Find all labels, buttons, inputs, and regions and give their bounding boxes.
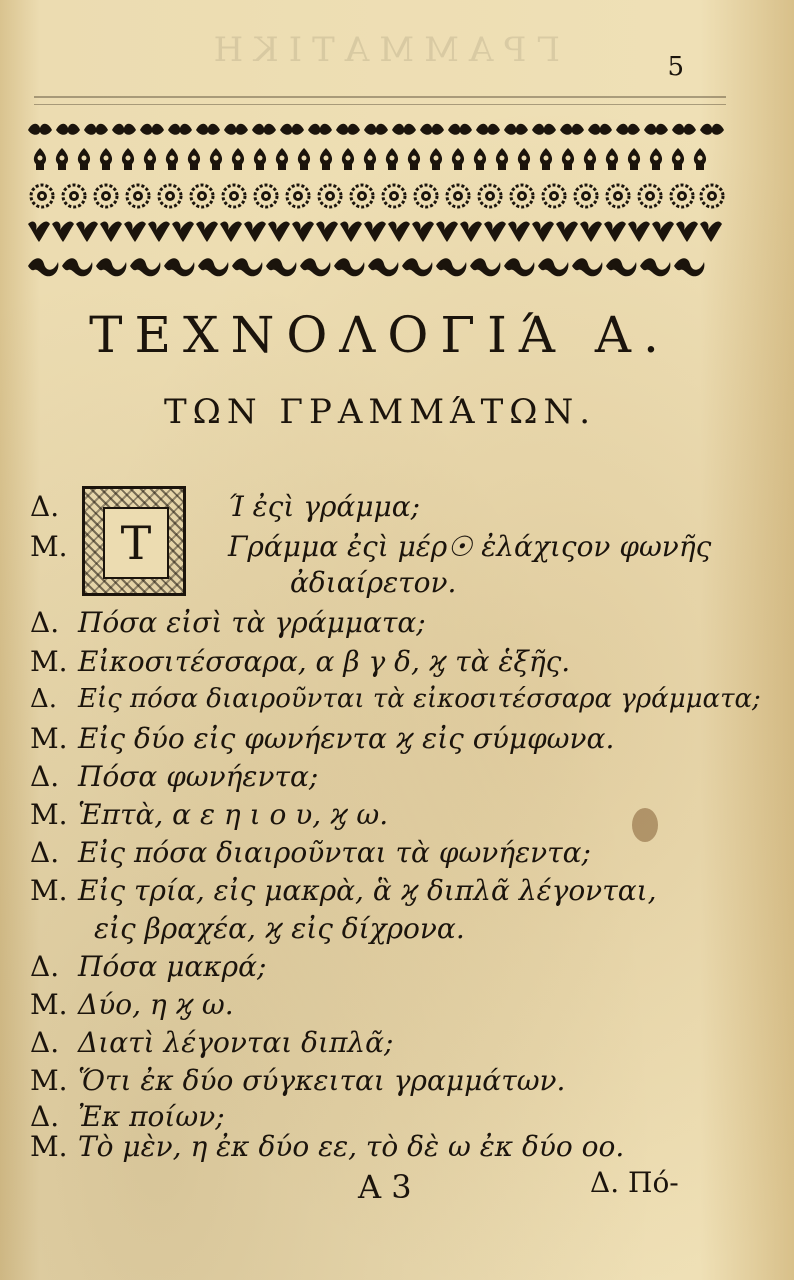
dialogue-line <box>30 1026 393 1059</box>
dialogue-line <box>30 1100 225 1133</box>
speaker-label: Μ. <box>30 988 68 1021</box>
dialogue-line <box>30 645 570 678</box>
line-text: Πόσα φωνήεντα; <box>78 760 319 793</box>
speaker-label: Μ. <box>30 798 68 831</box>
dialogue-line <box>30 530 711 563</box>
page-number: 5 <box>667 52 684 82</box>
header-rule <box>34 96 726 98</box>
dialogue-line <box>30 566 456 599</box>
line-text: Γράμμα ἐςὶ μέρ☉ ἐλάχιςον φωνῆς <box>228 530 712 563</box>
dialogue-line <box>30 836 591 869</box>
dialogue-line <box>30 490 420 523</box>
speaker-label: Μ. <box>30 874 68 907</box>
dialogue-line <box>30 760 318 793</box>
dialogue-line <box>30 950 266 983</box>
line-text: εἰς βραχέα, ϗ εἰς δίχρονα. <box>94 912 465 945</box>
chapter-title: ΤΕΧΝΟΛΟΓΙΆ Α. <box>89 306 671 364</box>
catchword: Δ. Πό- <box>590 1166 679 1199</box>
dialogue-line <box>30 988 234 1021</box>
dialogue-line <box>30 912 465 945</box>
ornament-band <box>28 118 726 284</box>
signature-mark: A 3 <box>358 1168 412 1206</box>
speaker-label: Δ. <box>30 684 58 714</box>
dialogue-line <box>30 722 614 755</box>
dialogue-line <box>30 798 388 831</box>
speaker-label: Μ. <box>30 1064 68 1097</box>
line-text: Διατὶ λέγονται διπλᾶ; <box>78 1026 394 1059</box>
dialogue-line <box>30 606 426 639</box>
line-text: Δύο, η ϗ ω. <box>78 988 234 1021</box>
speaker-label: Δ. <box>30 1100 60 1133</box>
line-text: Ἐκ ποίων; <box>78 1100 225 1133</box>
speaker-label: Μ. <box>30 722 68 755</box>
drop-cap-letter: T <box>103 507 169 579</box>
line-text: Εἰς τρία, εἰς μακρὰ, ἃ ϗ διπλᾶ λέγονται, <box>78 874 657 907</box>
line-text: Ἑπτὰ, α ε η ι ο υ, ϗ ω. <box>78 798 389 831</box>
line-text: Εἰς πόσα διαιροῦνται τὰ φωνήεντα; <box>78 836 591 869</box>
ink-stain <box>632 808 658 842</box>
speaker-label: Δ. <box>30 760 60 793</box>
line-text: Ί ἐςὶ γράμμα; <box>228 490 421 523</box>
chapter-subtitle: ΤΩΝ ΓΡΑΜΜΆΤΩΝ. <box>163 392 597 432</box>
speaker-label: Δ. <box>30 490 60 523</box>
dialogue-line <box>30 874 656 907</box>
bleed-through-heading: ΓΡΑΜΜΑΤΙΚΗ <box>203 30 560 70</box>
line-text: ἀδιαίρετον. <box>290 566 457 599</box>
speaker-label: Δ. <box>30 1026 60 1059</box>
dialogue-line <box>30 1130 624 1163</box>
line-text: Εἰς πόσα διαιροῦνται τὰ εἰκοσιτέσσαρα γράμματα; <box>78 684 761 714</box>
dialogue-line <box>30 1064 565 1097</box>
speaker-label: Δ. <box>30 606 60 639</box>
speaker-label: Δ. <box>30 950 60 983</box>
speaker-label: Μ. <box>30 530 68 563</box>
line-text: Τὸ μὲν, η ἐκ δύο εε, τὸ δὲ ω ἐκ δύο οο. <box>78 1130 625 1163</box>
dialogue-line <box>30 684 761 714</box>
speaker-label: Δ. <box>30 836 60 869</box>
line-text: Πόσα μακρά; <box>78 950 267 983</box>
line-text: Ὅτι ἐκ δύο σύγκειται γραμμάτων. <box>78 1064 566 1097</box>
line-text: Εἰκοσιτέσσαρα, α β γ δ, ϗ τὰ ἑξῆς. <box>78 645 571 678</box>
line-text: Εἰς δύο εἰς φωνήεντα ϗ εἰς σύμφωνα. <box>78 722 615 755</box>
line-text: Πόσα εἰσὶ τὰ γράμματα; <box>78 606 426 639</box>
speaker-label: Μ. <box>30 1130 68 1163</box>
speaker-label: Μ. <box>30 645 68 678</box>
header-rule-thin <box>34 104 726 105</box>
